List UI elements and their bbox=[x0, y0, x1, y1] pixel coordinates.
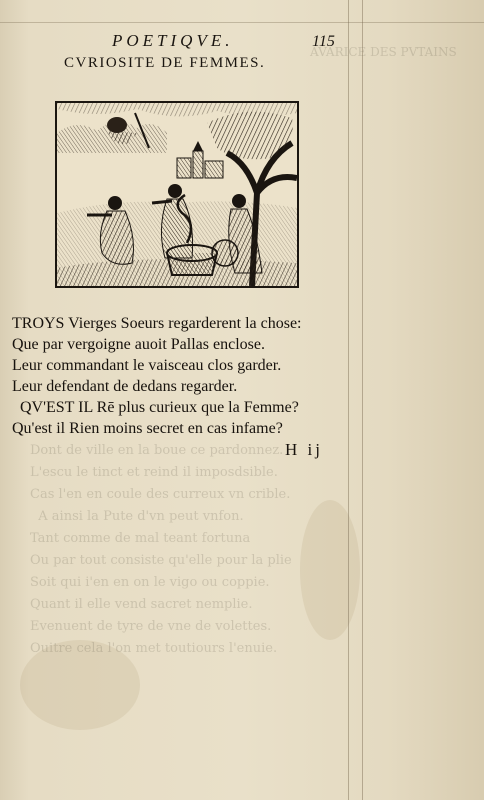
woodcut-engraving bbox=[57, 103, 297, 286]
page-edge-line bbox=[0, 22, 484, 23]
woodcut-illustration bbox=[55, 101, 299, 288]
emblem-title: CVRIOSITE DE FEMMES. bbox=[64, 55, 266, 71]
verse-line: Qu'est il Rien moins secret en cas infame? bbox=[12, 420, 283, 437]
verse-line: Leur commandant le vaisceau clos garder. bbox=[12, 357, 282, 374]
verse-line: Leur defendant de dedans regarder. bbox=[12, 378, 238, 395]
show-through-text: AVARICE DES PVTAINS bbox=[310, 45, 457, 59]
page-edge-line bbox=[362, 0, 363, 800]
show-through-text: Dont de ville en la boue ce pardonnez. L'escu le tinct et reind il imposdsible. Cas l'en en coule des curreux vn crible. A ainsi la Pute d'vn peut vnfon. Tant comme de mal teant fortuna Ou par tout consiste qu'elle pour la plie Soit qui i'en en on le vigo ou coppie. Quant il elle vend sacret nemplie. Evenuent de tyre de vne de volettes. Ouitre cela l'on met toutiours l'enuie. bbox=[30, 443, 292, 656]
running-title: POETIQVE. bbox=[112, 31, 234, 50]
paper-stain bbox=[300, 500, 360, 640]
verse-line: QV'EST IL Rē plus curieux que la Femme? bbox=[20, 399, 299, 416]
page-number: 115 bbox=[312, 33, 335, 50]
signature-mark: H ij bbox=[285, 440, 323, 459]
verse-line: TROYS Vierges Soeurs regarderent la chose: bbox=[12, 315, 302, 332]
page-edge-line bbox=[348, 0, 349, 800]
verse-line: Que par vergoigne auoit Pallas enclose. bbox=[12, 336, 265, 353]
